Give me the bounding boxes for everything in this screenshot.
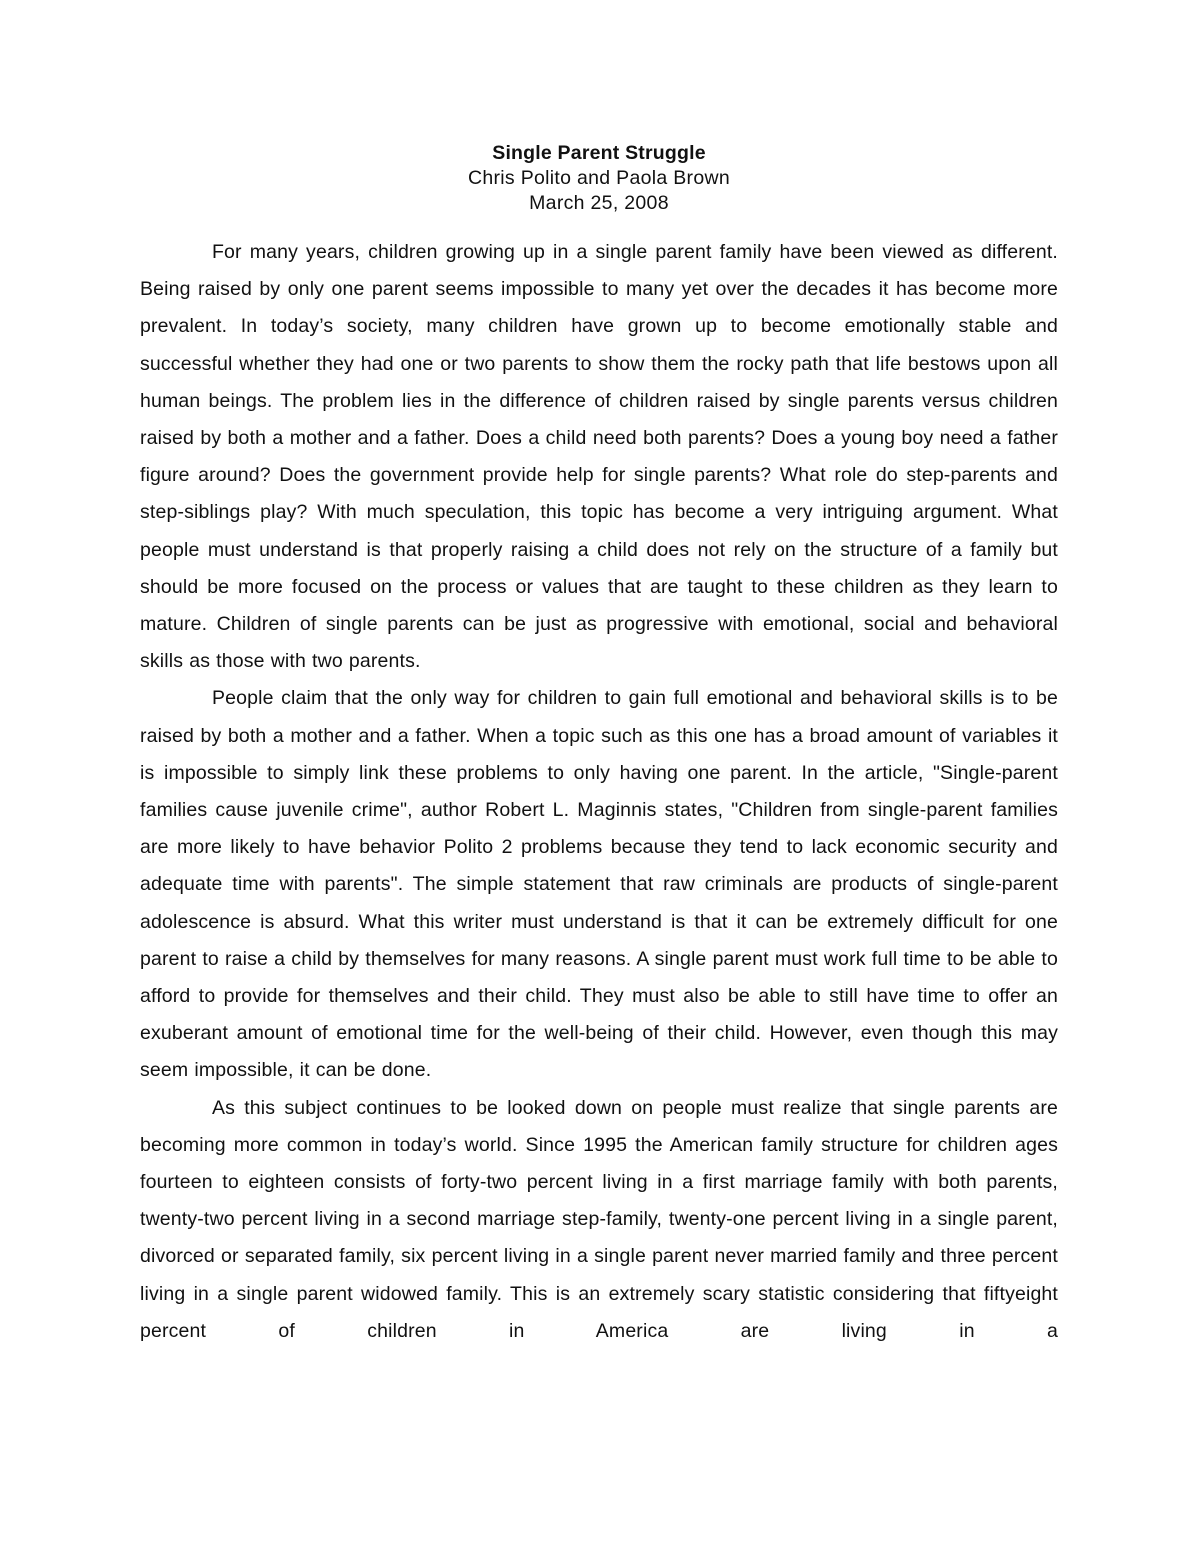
document-date: March 25, 2008	[529, 192, 669, 214]
paragraph-2: People claim that the only way for children to gain full emotional and behavioral skills is to be raised by both a mother and a father. When a topic such as this one has a broad amount of variables it is impossible to simply link these problems to only having one parent. In the article, "Single-parent families cause juvenile crime", author Robert L. Maginnis states, "Children from single-parent families are more likely to have behavior Polito 2 problems because they tend to lack economic security and adequate time with parents". The simple statement that raw criminals are products of single-parent adolescence is absurd. What this writer must understand is that it can be extremely difficult for one parent to raise a child by themselves for many reasons. A single parent must work full time to be able to afford to provide for themselves and their child. They must also be able to still have time to offer an exuberant amount of emotional time for the well-being of their child. However, even though this may seem impossible, it can be done.	[140, 687, 1058, 1082]
document-header	[140, 141, 1058, 216]
document-title: Single Parent Struggle	[492, 142, 706, 164]
paragraph-1: For many years, children growing up in a single parent family have been viewed as different. Being raised by only one parent seems impossible to many yet over the decades it has become more prevalent. In today’s society, many children have grown up to become emotionally stable and successful whether they had one or two parents to show them the rocky path that life bestows upon all human beings. The problem lies in the difference of children raised by single parents versus children raised by both a mother and a father. Does a child need both parents? Does a young boy need a father figure around? Does the government provide help for single parents? What role do step-parents and step-siblings play? With much speculation, this topic has become a very intriguing argument. What people must understand is that properly raising a child does not rely on the structure of a family but should be more focused on the process or values that are taught to these children as they learn to mature. Children of single parents can be just as progressive with emotional, social and behavioral skills as those with two parents.	[140, 241, 1058, 673]
document-body	[140, 234, 1058, 1350]
paragraph-3: As this subject continues to be looked down on people must realize that single parents are becoming more common in today’s world. Since 1995 the American family structure for children ages fourteen to eighteen consists of forty-two percent living in a first marriage family with both parents, twenty-two percent living in a second marriage step-family, twenty-one percent living in a single parent, divorced or separated family, six percent living in a single parent never married family and three percent living in a single parent widowed family. This is an extremely scary statistic considering that fiftyeight percent of children in America are living in a	[140, 1096, 1058, 1342]
document-authors: Chris Polito and Paola Brown	[467, 167, 731, 189]
